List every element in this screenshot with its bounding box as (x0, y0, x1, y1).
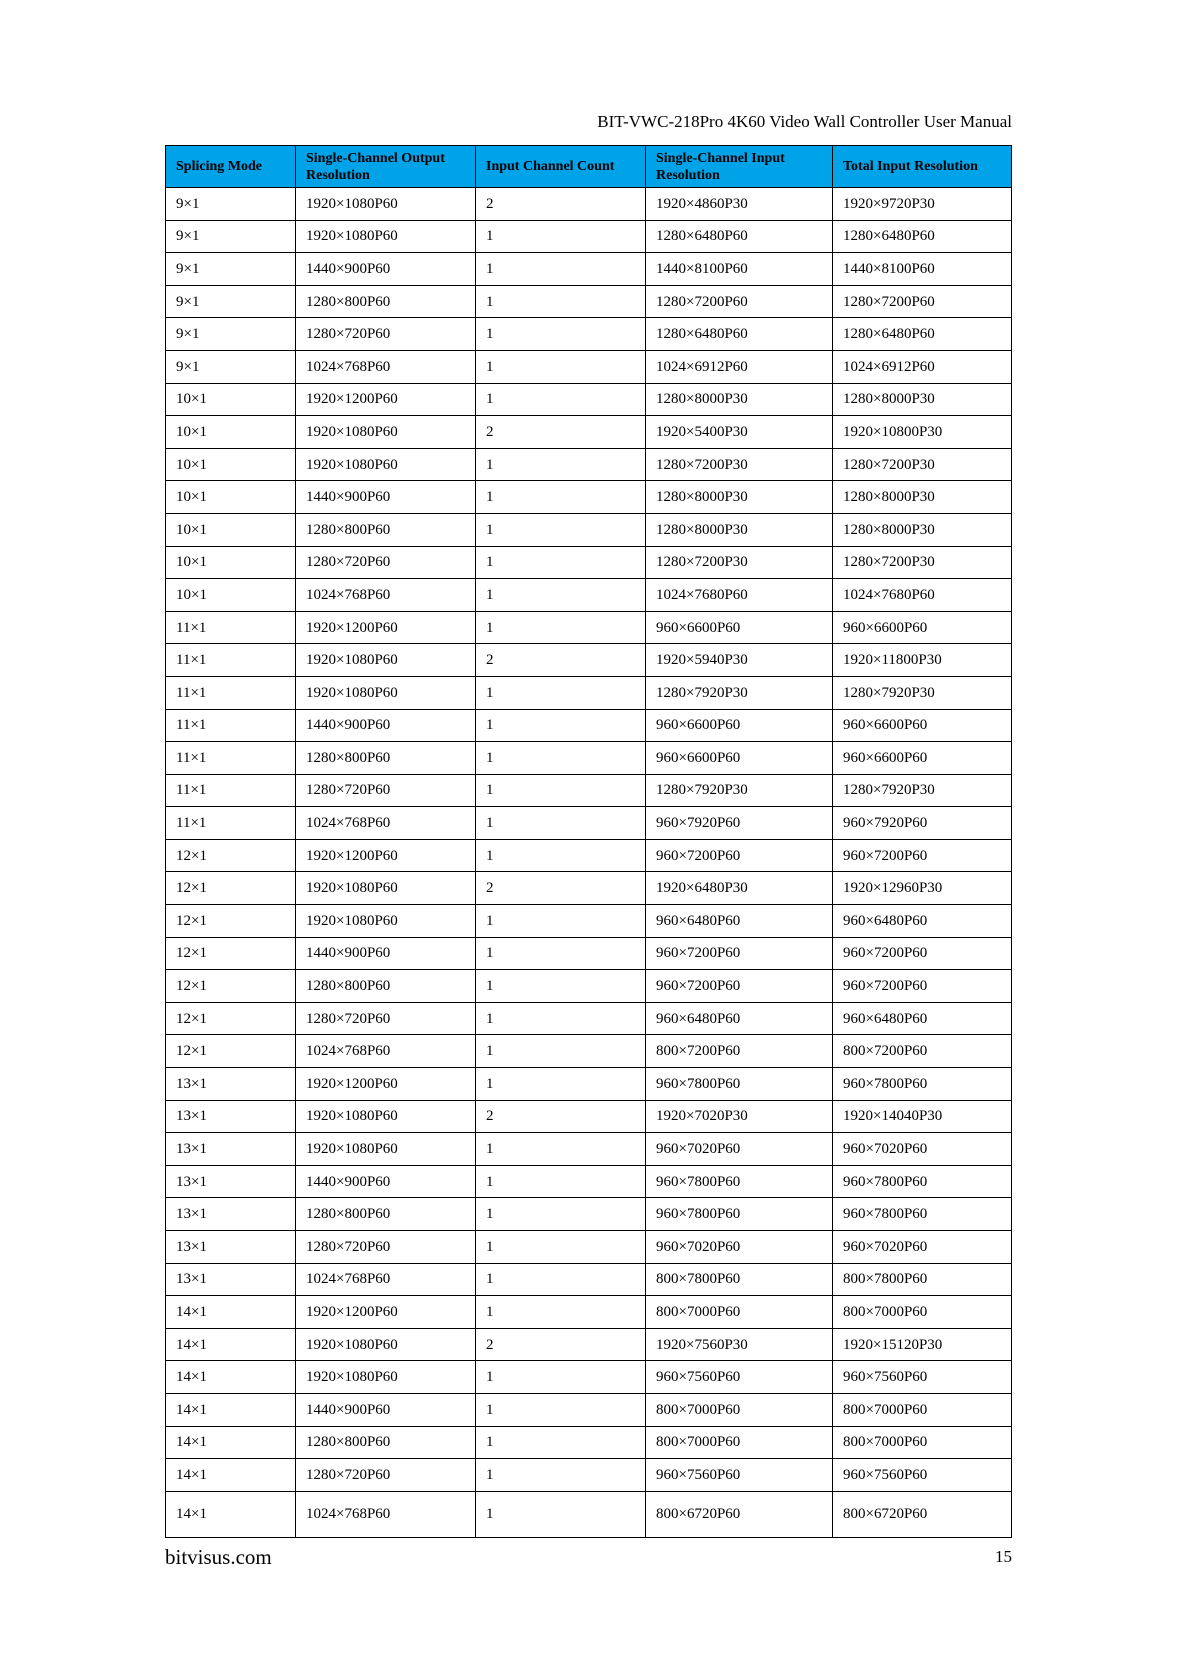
cell-output-resolution: 1280×800P60 (296, 1426, 476, 1459)
cell-input-resolution: 1280×7200P30 (646, 448, 833, 481)
cell-output-resolution: 1280×720P60 (296, 546, 476, 579)
cell-output-resolution: 1920×1080P60 (296, 872, 476, 905)
cell-total-input-resolution: 960×6600P60 (833, 742, 1012, 775)
cell-input-resolution: 960×7200P60 (646, 937, 833, 970)
cell-input-channel-count: 1 (476, 1035, 646, 1068)
table-row (166, 383, 1012, 416)
cell-input-channel-count: 1 (476, 1296, 646, 1329)
table-row (166, 611, 1012, 644)
cell-input-resolution: 800×7800P60 (646, 1263, 833, 1296)
cell-total-input-resolution: 1280×6480P60 (833, 220, 1012, 253)
cell-output-resolution: 1920×1080P60 (296, 416, 476, 449)
column-header-output-resolution: Single-Channel Output Resolution (296, 146, 476, 188)
cell-input-channel-count: 1 (476, 1393, 646, 1426)
cell-output-resolution: 1440×900P60 (296, 1165, 476, 1198)
cell-splicing-mode: 13×1 (166, 1198, 296, 1231)
cell-input-channel-count: 1 (476, 1459, 646, 1492)
cell-input-resolution: 960×7800P60 (646, 1068, 833, 1101)
cell-splicing-mode: 9×1 (166, 318, 296, 351)
cell-splicing-mode: 10×1 (166, 416, 296, 449)
table-header-row (166, 146, 1012, 188)
table-row (166, 774, 1012, 807)
cell-total-input-resolution: 1024×6912P60 (833, 350, 1012, 383)
cell-splicing-mode: 11×1 (166, 774, 296, 807)
cell-splicing-mode: 13×1 (166, 1068, 296, 1101)
cell-splicing-mode: 13×1 (166, 1263, 296, 1296)
cell-total-input-resolution: 1280×8000P30 (833, 383, 1012, 416)
cell-input-channel-count: 2 (476, 872, 646, 905)
cell-total-input-resolution: 1280×7200P30 (833, 448, 1012, 481)
table-row (166, 970, 1012, 1003)
cell-input-resolution: 1280×7200P60 (646, 285, 833, 318)
cell-input-channel-count: 1 (476, 937, 646, 970)
cell-total-input-resolution: 960×7020P60 (833, 1231, 1012, 1264)
cell-total-input-resolution: 960×7200P60 (833, 839, 1012, 872)
cell-splicing-mode: 12×1 (166, 872, 296, 905)
cell-input-resolution: 1920×5400P30 (646, 416, 833, 449)
cell-output-resolution: 1440×900P60 (296, 481, 476, 514)
column-header-total-input-resolution: Total Input Resolution (833, 146, 1012, 188)
cell-splicing-mode: 11×1 (166, 742, 296, 775)
cell-output-resolution: 1920×1080P60 (296, 1100, 476, 1133)
cell-input-resolution: 960×6600P60 (646, 742, 833, 775)
cell-splicing-mode: 11×1 (166, 611, 296, 644)
cell-input-channel-count: 1 (476, 1068, 646, 1101)
cell-splicing-mode: 12×1 (166, 1002, 296, 1035)
cell-output-resolution: 1280×800P60 (296, 742, 476, 775)
cell-input-channel-count: 1 (476, 839, 646, 872)
table-row (166, 416, 1012, 449)
table-row (166, 1328, 1012, 1361)
cell-input-resolution: 800×7200P60 (646, 1035, 833, 1068)
cell-input-channel-count: 1 (476, 1426, 646, 1459)
cell-input-channel-count: 1 (476, 1231, 646, 1264)
table-row (166, 253, 1012, 286)
cell-input-channel-count: 2 (476, 1100, 646, 1133)
cell-total-input-resolution: 1440×8100P60 (833, 253, 1012, 286)
cell-output-resolution: 1920×1080P60 (296, 1361, 476, 1394)
cell-total-input-resolution: 960×6480P60 (833, 1002, 1012, 1035)
table-row (166, 1459, 1012, 1492)
cell-input-resolution: 1024×6912P60 (646, 350, 833, 383)
cell-splicing-mode: 12×1 (166, 1035, 296, 1068)
cell-input-resolution: 800×7000P60 (646, 1296, 833, 1329)
table-row (166, 1263, 1012, 1296)
cell-total-input-resolution: 960×7800P60 (833, 1068, 1012, 1101)
cell-splicing-mode: 9×1 (166, 220, 296, 253)
column-header-splicing-mode: Splicing Mode (166, 146, 296, 188)
cell-output-resolution: 1440×900P60 (296, 937, 476, 970)
cell-splicing-mode: 12×1 (166, 839, 296, 872)
cell-input-channel-count: 1 (476, 807, 646, 840)
cell-splicing-mode: 9×1 (166, 285, 296, 318)
table-row (166, 839, 1012, 872)
cell-splicing-mode: 12×1 (166, 970, 296, 1003)
cell-splicing-mode: 10×1 (166, 481, 296, 514)
cell-total-input-resolution: 1920×14040P30 (833, 1100, 1012, 1133)
cell-output-resolution: 1280×800P60 (296, 1198, 476, 1231)
table-row (166, 905, 1012, 938)
cell-splicing-mode: 14×1 (166, 1361, 296, 1394)
cell-total-input-resolution: 800×7000P60 (833, 1393, 1012, 1426)
table-row (166, 1002, 1012, 1035)
cell-input-resolution: 1920×4860P30 (646, 188, 833, 221)
cell-input-channel-count: 1 (476, 1165, 646, 1198)
cell-output-resolution: 1920×1200P60 (296, 1068, 476, 1101)
cell-total-input-resolution: 1280×8000P30 (833, 481, 1012, 514)
cell-output-resolution: 1024×768P60 (296, 579, 476, 612)
cell-output-resolution: 1920×1080P60 (296, 1133, 476, 1166)
cell-total-input-resolution: 960×6600P60 (833, 709, 1012, 742)
cell-input-channel-count: 1 (476, 1198, 646, 1231)
table-row (166, 285, 1012, 318)
cell-splicing-mode: 10×1 (166, 448, 296, 481)
page-header-title: BIT-VWC-218Pro 4K60 Video Wall Controller User Manual (597, 112, 1012, 131)
cell-splicing-mode: 13×1 (166, 1165, 296, 1198)
cell-input-resolution: 960×7560P60 (646, 1459, 833, 1492)
cell-input-resolution: 960×7020P60 (646, 1231, 833, 1264)
cell-input-resolution: 960×7020P60 (646, 1133, 833, 1166)
cell-input-resolution: 960×7800P60 (646, 1165, 833, 1198)
cell-total-input-resolution: 1920×10800P30 (833, 416, 1012, 449)
cell-output-resolution: 1280×720P60 (296, 318, 476, 351)
table-row (166, 1198, 1012, 1231)
cell-splicing-mode: 14×1 (166, 1459, 296, 1492)
cell-output-resolution: 1920×1080P60 (296, 676, 476, 709)
cell-input-channel-count: 1 (476, 774, 646, 807)
cell-input-resolution: 960×7560P60 (646, 1361, 833, 1394)
cell-total-input-resolution: 1280×7920P30 (833, 676, 1012, 709)
table-row (166, 188, 1012, 221)
cell-output-resolution: 1920×1080P60 (296, 905, 476, 938)
cell-splicing-mode: 14×1 (166, 1491, 296, 1537)
table-row (166, 1100, 1012, 1133)
cell-input-channel-count: 1 (476, 448, 646, 481)
cell-splicing-mode: 11×1 (166, 807, 296, 840)
cell-splicing-mode: 14×1 (166, 1296, 296, 1329)
cell-output-resolution: 1024×768P60 (296, 1035, 476, 1068)
cell-input-resolution: 1920×7020P30 (646, 1100, 833, 1133)
cell-input-resolution: 800×7000P60 (646, 1393, 833, 1426)
cell-splicing-mode: 11×1 (166, 709, 296, 742)
cell-output-resolution: 1920×1200P60 (296, 383, 476, 416)
cell-input-channel-count: 1 (476, 513, 646, 546)
cell-output-resolution: 1024×768P60 (296, 1263, 476, 1296)
cell-input-channel-count: 1 (476, 285, 646, 318)
column-header-input-channel-count: Input Channel Count (476, 146, 646, 188)
cell-input-resolution: 800×7000P60 (646, 1426, 833, 1459)
cell-input-channel-count: 1 (476, 253, 646, 286)
cell-input-channel-count: 1 (476, 318, 646, 351)
cell-splicing-mode: 13×1 (166, 1231, 296, 1264)
cell-total-input-resolution: 960×7800P60 (833, 1198, 1012, 1231)
table-row (166, 644, 1012, 677)
cell-input-resolution: 960×6600P60 (646, 611, 833, 644)
cell-input-channel-count: 1 (476, 1133, 646, 1166)
table-row (166, 709, 1012, 742)
cell-input-channel-count: 1 (476, 546, 646, 579)
cell-input-channel-count: 1 (476, 579, 646, 612)
cell-input-resolution: 1280×7920P30 (646, 774, 833, 807)
cell-output-resolution: 1440×900P60 (296, 253, 476, 286)
cell-total-input-resolution: 1280×7200P60 (833, 285, 1012, 318)
cell-total-input-resolution: 1920×9720P30 (833, 188, 1012, 221)
cell-total-input-resolution: 1280×6480P60 (833, 318, 1012, 351)
cell-input-resolution: 1920×7560P30 (646, 1328, 833, 1361)
cell-total-input-resolution: 1920×15120P30 (833, 1328, 1012, 1361)
cell-output-resolution: 1280×720P60 (296, 1459, 476, 1492)
cell-output-resolution: 1024×768P60 (296, 1491, 476, 1537)
cell-input-resolution: 1280×7920P30 (646, 676, 833, 709)
cell-output-resolution: 1920×1200P60 (296, 839, 476, 872)
cell-total-input-resolution: 800×7000P60 (833, 1426, 1012, 1459)
cell-output-resolution: 1280×720P60 (296, 1002, 476, 1035)
cell-output-resolution: 1920×1080P60 (296, 644, 476, 677)
cell-input-resolution: 960×6480P60 (646, 1002, 833, 1035)
cell-total-input-resolution: 960×7020P60 (833, 1133, 1012, 1166)
cell-total-input-resolution: 960×6600P60 (833, 611, 1012, 644)
cell-splicing-mode: 14×1 (166, 1328, 296, 1361)
cell-input-resolution: 1280×7200P30 (646, 546, 833, 579)
cell-input-resolution: 1280×6480P60 (646, 318, 833, 351)
cell-input-resolution: 960×7800P60 (646, 1198, 833, 1231)
cell-output-resolution: 1920×1200P60 (296, 611, 476, 644)
cell-splicing-mode: 12×1 (166, 905, 296, 938)
cell-input-resolution: 1280×8000P30 (646, 481, 833, 514)
table-row (166, 1231, 1012, 1264)
cell-total-input-resolution: 960×7560P60 (833, 1361, 1012, 1394)
cell-output-resolution: 1920×1200P60 (296, 1296, 476, 1329)
table-row (166, 513, 1012, 546)
cell-splicing-mode: 13×1 (166, 1133, 296, 1166)
cell-input-channel-count: 1 (476, 709, 646, 742)
cell-splicing-mode: 10×1 (166, 546, 296, 579)
table-row (166, 481, 1012, 514)
cell-input-resolution: 1440×8100P60 (646, 253, 833, 286)
cell-input-resolution: 1280×8000P30 (646, 513, 833, 546)
cell-output-resolution: 1280×720P60 (296, 1231, 476, 1264)
table-row (166, 1035, 1012, 1068)
cell-splicing-mode: 10×1 (166, 513, 296, 546)
cell-input-channel-count: 1 (476, 905, 646, 938)
cell-output-resolution: 1920×1080P60 (296, 188, 476, 221)
table-row (166, 350, 1012, 383)
cell-total-input-resolution: 800×7800P60 (833, 1263, 1012, 1296)
table-row (166, 807, 1012, 840)
cell-splicing-mode: 10×1 (166, 383, 296, 416)
cell-input-channel-count: 1 (476, 742, 646, 775)
cell-splicing-mode: 14×1 (166, 1426, 296, 1459)
cell-total-input-resolution: 960×7800P60 (833, 1165, 1012, 1198)
table-row (166, 546, 1012, 579)
table-row (166, 742, 1012, 775)
footer-page-number: 15 (995, 1547, 1012, 1566)
table-row (166, 220, 1012, 253)
cell-output-resolution: 1280×720P60 (296, 774, 476, 807)
cell-input-resolution: 960×6480P60 (646, 905, 833, 938)
cell-splicing-mode: 10×1 (166, 579, 296, 612)
splicing-mode-table (165, 145, 1012, 1538)
cell-total-input-resolution: 1280×7200P30 (833, 546, 1012, 579)
cell-total-input-resolution: 800×7000P60 (833, 1296, 1012, 1329)
cell-output-resolution: 1024×768P60 (296, 807, 476, 840)
cell-output-resolution: 1440×900P60 (296, 709, 476, 742)
cell-input-channel-count: 1 (476, 350, 646, 383)
cell-splicing-mode: 13×1 (166, 1100, 296, 1133)
cell-input-channel-count: 1 (476, 970, 646, 1003)
cell-total-input-resolution: 800×7200P60 (833, 1035, 1012, 1068)
cell-input-resolution: 960×6600P60 (646, 709, 833, 742)
cell-input-channel-count: 1 (476, 676, 646, 709)
table-row (166, 1165, 1012, 1198)
cell-input-channel-count: 1 (476, 220, 646, 253)
table-body (166, 188, 1012, 1538)
cell-input-resolution: 1280×6480P60 (646, 220, 833, 253)
cell-output-resolution: 1280×800P60 (296, 970, 476, 1003)
cell-total-input-resolution: 1280×8000P30 (833, 513, 1012, 546)
table-row (166, 448, 1012, 481)
table-row (166, 1491, 1012, 1537)
table-row (166, 937, 1012, 970)
cell-splicing-mode: 9×1 (166, 350, 296, 383)
cell-splicing-mode: 12×1 (166, 937, 296, 970)
cell-output-resolution: 1920×1080P60 (296, 220, 476, 253)
table-header (166, 146, 1012, 188)
table-row (166, 1296, 1012, 1329)
cell-input-channel-count: 1 (476, 1361, 646, 1394)
cell-total-input-resolution: 1280×7920P30 (833, 774, 1012, 807)
cell-input-resolution: 1920×5940P30 (646, 644, 833, 677)
cell-input-channel-count: 1 (476, 1002, 646, 1035)
cell-total-input-resolution: 960×6480P60 (833, 905, 1012, 938)
table-row (166, 1393, 1012, 1426)
cell-input-channel-count: 1 (476, 383, 646, 416)
cell-splicing-mode: 9×1 (166, 253, 296, 286)
cell-input-channel-count: 2 (476, 188, 646, 221)
table-row (166, 872, 1012, 905)
cell-splicing-mode: 11×1 (166, 676, 296, 709)
cell-total-input-resolution: 960×7200P60 (833, 937, 1012, 970)
cell-input-resolution: 960×7920P60 (646, 807, 833, 840)
cell-output-resolution: 1920×1080P60 (296, 448, 476, 481)
cell-total-input-resolution: 1920×11800P30 (833, 644, 1012, 677)
cell-total-input-resolution: 960×7560P60 (833, 1459, 1012, 1492)
cell-input-resolution: 1280×8000P30 (646, 383, 833, 416)
table-row (166, 1068, 1012, 1101)
cell-input-resolution: 1920×6480P30 (646, 872, 833, 905)
cell-total-input-resolution: 800×6720P60 (833, 1491, 1012, 1537)
footer-website: bitvisus.com (165, 1545, 272, 1569)
cell-input-channel-count: 1 (476, 1491, 646, 1537)
cell-input-resolution: 1024×7680P60 (646, 579, 833, 612)
cell-total-input-resolution: 960×7200P60 (833, 970, 1012, 1003)
cell-total-input-resolution: 1920×12960P30 (833, 872, 1012, 905)
cell-input-channel-count: 2 (476, 416, 646, 449)
cell-input-channel-count: 1 (476, 1263, 646, 1296)
table-row (166, 1426, 1012, 1459)
table-row (166, 676, 1012, 709)
cell-splicing-mode: 11×1 (166, 644, 296, 677)
table-row (166, 1361, 1012, 1394)
cell-input-channel-count: 1 (476, 611, 646, 644)
cell-total-input-resolution: 1024×7680P60 (833, 579, 1012, 612)
column-header-input-resolution: Single-Channel Input Resolution (646, 146, 833, 188)
cell-input-channel-count: 1 (476, 481, 646, 514)
table-row (166, 318, 1012, 351)
cell-input-channel-count: 2 (476, 1328, 646, 1361)
cell-output-resolution: 1920×1080P60 (296, 1328, 476, 1361)
cell-splicing-mode: 9×1 (166, 188, 296, 221)
table-row (166, 579, 1012, 612)
cell-output-resolution: 1024×768P60 (296, 350, 476, 383)
cell-output-resolution: 1440×900P60 (296, 1393, 476, 1426)
cell-output-resolution: 1280×800P60 (296, 513, 476, 546)
cell-input-resolution: 960×7200P60 (646, 839, 833, 872)
table-row (166, 1133, 1012, 1166)
cell-total-input-resolution: 960×7920P60 (833, 807, 1012, 840)
cell-input-resolution: 960×7200P60 (646, 970, 833, 1003)
cell-output-resolution: 1280×800P60 (296, 285, 476, 318)
cell-splicing-mode: 14×1 (166, 1393, 296, 1426)
cell-input-channel-count: 2 (476, 644, 646, 677)
cell-input-resolution: 800×6720P60 (646, 1491, 833, 1537)
